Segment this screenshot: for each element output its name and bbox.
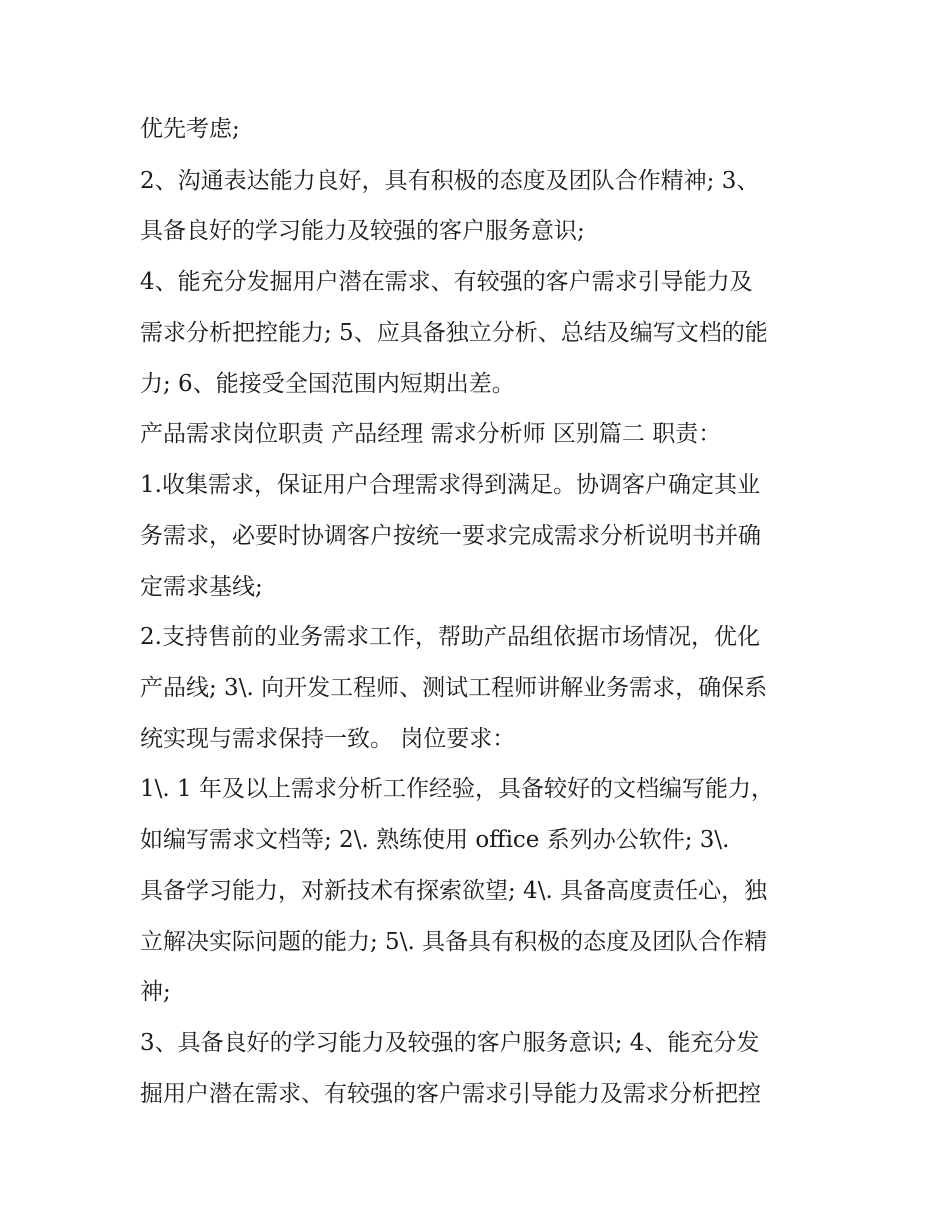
paragraph-line: 4、能充分发掘用户潜在需求、有较强的客户需求引导能力及: [140, 269, 753, 295]
paragraph-line: 神;: [140, 979, 171, 1005]
section-heading-line: 产品需求岗位职责 产品经理 需求分析师 区别篇二 职责：: [140, 421, 722, 447]
paragraph-line: 1\. 1 年及以上需求分析工作经验，具备较好的文档编写能力，: [140, 776, 774, 802]
paragraph-line: 定需求基线;: [140, 574, 263, 600]
paragraph-line: 掘用户潜在需求、有较强的客户需求引导能力及需求分析把控: [140, 1081, 761, 1107]
paragraph-line: 如编写需求文档等; 2\. 熟练使用 office 系列办公软件; 3\.: [140, 827, 730, 853]
paragraph-line: 优先考虑;: [140, 116, 240, 142]
paragraph-line: 2.支持售前的业务需求工作，帮助产品组依据市场情况，优化: [140, 624, 760, 650]
paragraph-line: 产品线; 3\. 向开发工程师、测试工程师讲解业务需求，确保系: [140, 675, 768, 701]
paragraph-line: 力; 6、能接受全国范围内短期出差。: [140, 371, 515, 397]
paragraph-line: 统实现与需求保持一致。 岗位要求：: [140, 726, 516, 752]
paragraph-line: 具备学习能力，对新技术有探索欲望; 4\. 具备高度责任心，独: [140, 878, 768, 904]
paragraph-line: 务需求，必要时协调客户按统一要求完成需求分析说明书并确: [140, 523, 761, 549]
paragraph-line: 具备良好的学习能力及较强的客户服务意识;: [140, 218, 585, 244]
paragraph-line: 1.收集需求，保证用户合理需求得到满足。协调客户确定其业: [140, 472, 760, 498]
paragraph-line: 立解决实际问题的能力; 5\. 具备具有积极的态度及团队合作精: [140, 929, 768, 955]
paragraph-line: 3、具备良好的学习能力及较强的客户服务意识; 4、能充分发: [140, 1030, 760, 1056]
paragraph-line: 2、沟通表达能力良好，具有积极的态度及团队合作精神; 3、: [140, 168, 760, 194]
paragraph-line: 需求分析把控能力; 5、应具备独立分析、总结及编写文档的能: [140, 320, 768, 346]
